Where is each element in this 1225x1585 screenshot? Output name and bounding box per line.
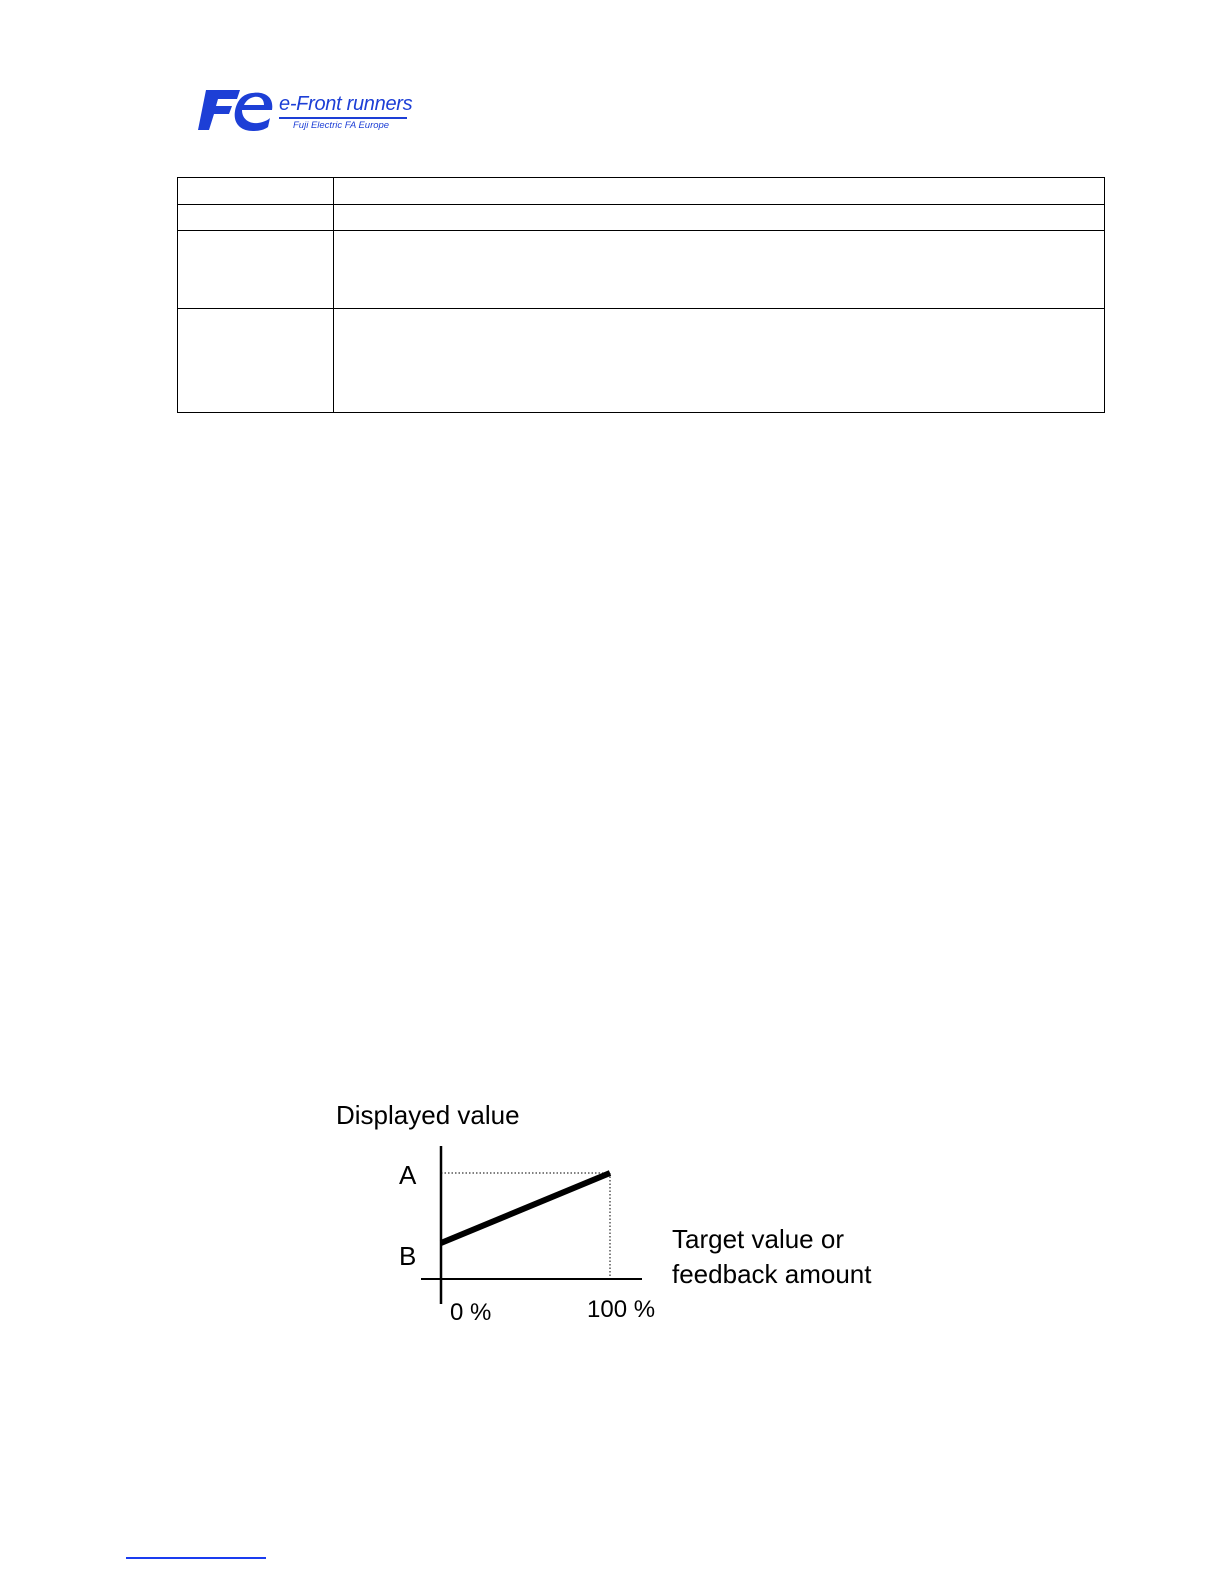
table-row bbox=[178, 231, 1105, 309]
logo-title: e-Front runners bbox=[279, 93, 413, 115]
y-tick-a: A bbox=[399, 1160, 417, 1190]
series-line bbox=[441, 1173, 610, 1243]
y-tick-b: B bbox=[399, 1241, 417, 1271]
table-cell bbox=[334, 178, 1105, 205]
table-cell bbox=[178, 178, 334, 205]
logo-subtitle: Fuji Electric FA Europe bbox=[293, 120, 390, 131]
table-row bbox=[178, 309, 1105, 413]
table-cell bbox=[178, 205, 334, 231]
table-row bbox=[178, 205, 1105, 231]
table-cell bbox=[334, 309, 1105, 413]
logo-underline bbox=[279, 117, 407, 119]
parameter-table bbox=[177, 177, 1105, 413]
x-axis-label-line1: Target value or bbox=[672, 1224, 844, 1254]
x-axis-label-line2: feedback amount bbox=[672, 1259, 872, 1289]
table-cell bbox=[178, 309, 334, 413]
table-row bbox=[178, 178, 1105, 205]
x-tick-100: 100 % bbox=[587, 1296, 656, 1323]
fe-logo-mark-icon bbox=[196, 86, 276, 136]
display-scaling-chart bbox=[320, 1090, 940, 1350]
table-cell bbox=[178, 231, 334, 309]
x-tick-0: 0 % bbox=[450, 1299, 492, 1326]
table-cell bbox=[334, 231, 1105, 309]
footer-link-underline bbox=[126, 1557, 266, 1559]
company-logo bbox=[196, 86, 426, 142]
y-axis-label: Displayed value bbox=[336, 1100, 520, 1130]
table-cell bbox=[334, 205, 1105, 231]
